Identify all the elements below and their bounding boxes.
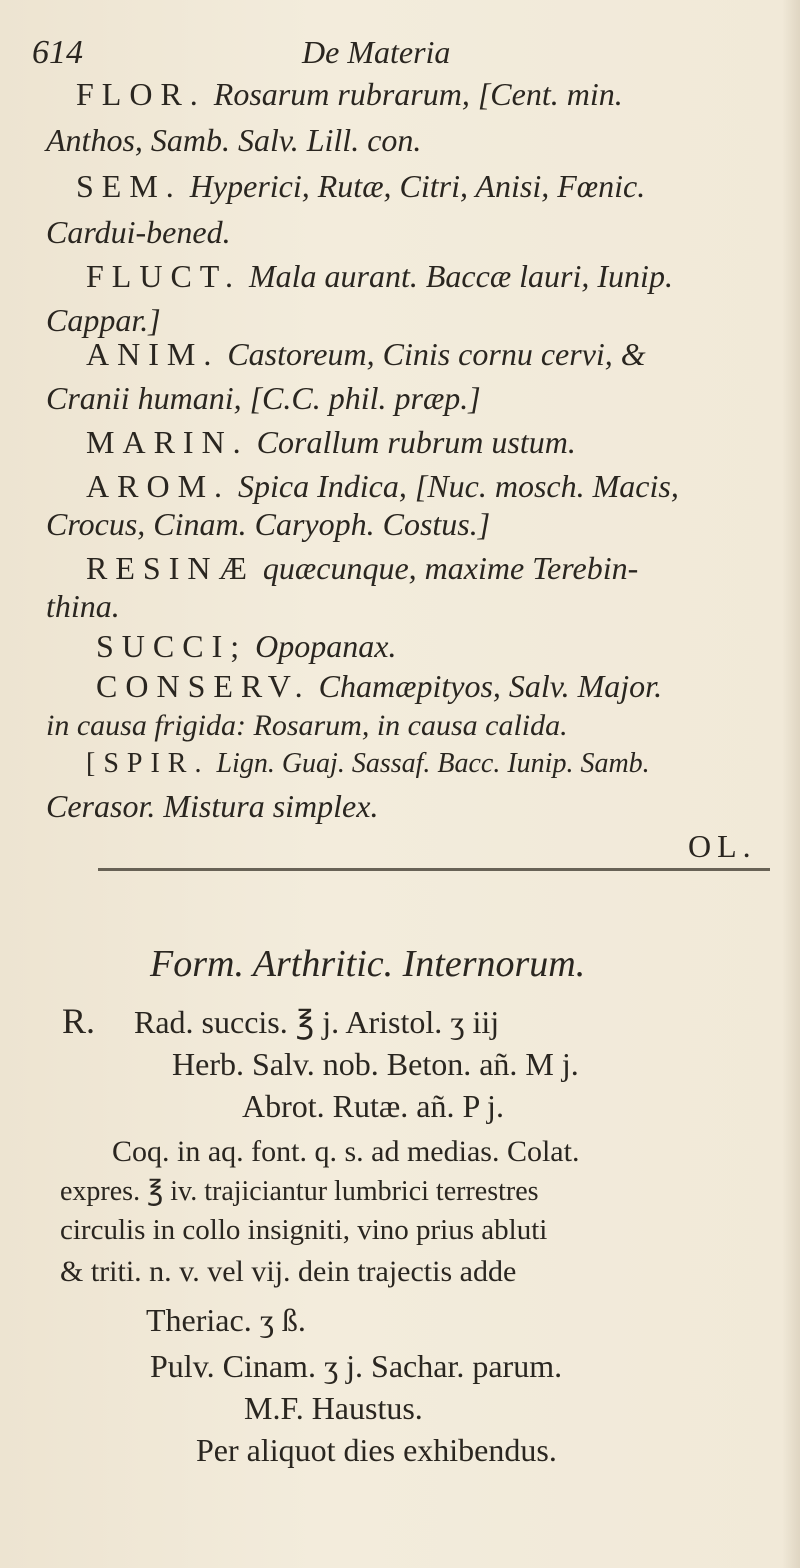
entry-text: Castoreum, Cinis cornu cervi, & — [227, 336, 646, 372]
entry-label: ANIM. — [86, 336, 220, 372]
recipe-line: Per aliquot dies exhibendus. — [196, 1432, 557, 1468]
entry-text: thina. — [46, 588, 120, 624]
entry-text: Cranii humani, [C.C. phil. præp.] — [46, 380, 481, 416]
list-line — [86, 422, 576, 462]
entry-label: FLUCT. — [86, 258, 241, 294]
entry-text: Mala aurant. Baccæ lauri, Iunip. — [248, 258, 673, 294]
entry-text: Anthos, Samb. Salv. Lill. con. — [46, 122, 422, 158]
entry-text: Opopanax. — [255, 628, 397, 664]
list-line — [46, 120, 421, 160]
list-line — [76, 166, 645, 206]
recipe-line: & triti. n. v. vel vij. dein trajectis adde — [60, 1255, 517, 1288]
recipe-symbol: R. — [62, 1001, 96, 1041]
entry-text: Corallum rubrum ustum. — [256, 424, 576, 460]
recipe-line: expres. ℥ iv. trajiciantur lumbrici terrestres — [60, 1176, 539, 1207]
recipe-line: Rad. succis. ℥ j. Aristol. ʒ iij — [134, 1004, 500, 1040]
section-title: Form. Arthritic. Internorum. — [150, 943, 586, 985]
recipe-line: Theriac. ʒ ß. — [146, 1302, 306, 1338]
page-edge-shadow — [782, 0, 800, 1568]
entry-text: quæcunque, maxime Terebin- — [262, 550, 639, 586]
entry-text: Chamæpityos, Salv. Major. — [318, 668, 663, 704]
entry-text: Crocus, Cinam. Caryoph. Costus.] — [46, 506, 491, 542]
entry-text: Cappar.] — [46, 302, 161, 338]
recipe-line: circulis in collo insigniti, vino prius abluti — [60, 1214, 548, 1246]
running-title: De Materia — [302, 34, 451, 70]
entry-label: FLOR. — [76, 76, 206, 112]
list-line — [46, 212, 231, 252]
list-line — [86, 548, 638, 588]
entry-label: CONSERV. — [96, 668, 311, 704]
recipe-line: Pulv. Cinam. ʒ j. Sachar. parum. — [150, 1348, 563, 1384]
entry-label: SUCCI; — [96, 628, 248, 664]
entry-text: Cardui-bened. — [46, 214, 231, 250]
list-line — [96, 626, 396, 666]
list-line — [86, 466, 679, 506]
list-line — [86, 334, 646, 374]
list-line — [46, 706, 568, 746]
entry-text: Cerasor. Mistura simplex. — [46, 788, 379, 824]
entry-label: RESINÆ — [86, 550, 255, 586]
entry-label: SEM. — [76, 168, 182, 204]
entry-label: MARIN. — [86, 424, 249, 460]
list-line — [46, 504, 490, 544]
list-line — [86, 744, 650, 784]
recipe-line: Abrot. Rutæ. añ. P j. — [242, 1088, 504, 1124]
entry-text: Lign. Guaj. Sassaf. Bacc. Iunip. Samb. — [216, 748, 650, 779]
section-divider — [98, 868, 770, 871]
list-line — [46, 378, 481, 418]
list-line — [96, 666, 662, 706]
recipe-line: M.F. Haustus. — [244, 1390, 423, 1426]
list-line — [76, 74, 623, 114]
list-line — [46, 586, 120, 626]
catchword: OL. — [688, 828, 757, 864]
recipe-line: Coq. in aq. font. q. s. ad medias. Colat. — [112, 1135, 580, 1168]
entry-text: Hyperici, Rutæ, Citri, Anisi, Fœnic. — [189, 168, 646, 204]
entry-text: Rosarum rubrarum, [Cent. min. — [213, 76, 623, 112]
entry-label: [SPIR. — [86, 748, 210, 779]
entry-text: Spica Indica, [Nuc. mosch. Macis, — [238, 468, 679, 504]
list-line — [86, 256, 673, 296]
recipe-line: Herb. Salv. nob. Beton. añ. M j. — [172, 1046, 579, 1082]
list-line — [46, 786, 378, 826]
entry-text: in causa frigida: Rosarum, in causa calida. — [46, 709, 568, 742]
entry-label: AROM. — [86, 468, 231, 504]
page-number: 614 — [32, 34, 83, 71]
